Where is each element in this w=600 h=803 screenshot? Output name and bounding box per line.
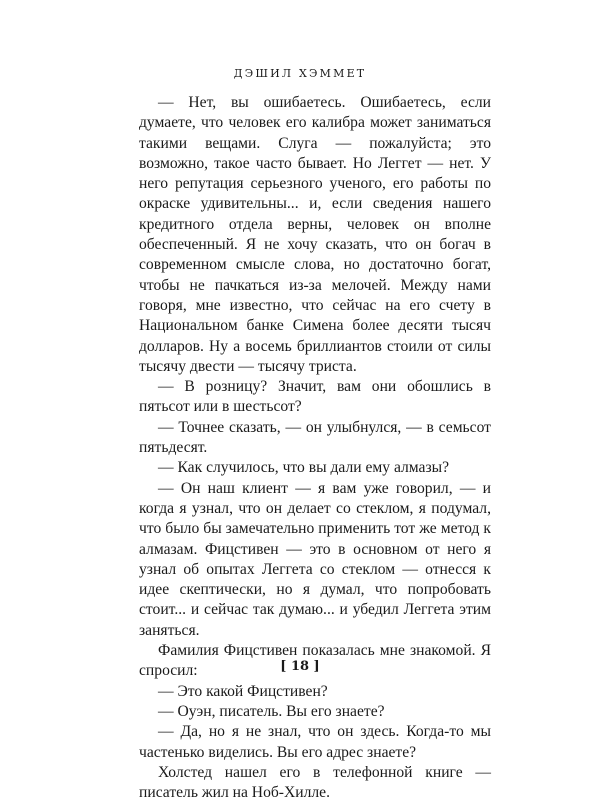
paragraph: — Как случилось, что вы дали ему алмазы? — [158, 459, 450, 477]
paragraph: Холстед нашел его в телефонной книге — писатель жил на Ноб-Хилле. — [139, 763, 491, 802]
paragraph: — Нет, вы ошибаетесь. Ошибаетесь, если думаете, что человек его калибра может заниматься такими вещами. Слуга — пожалуйста; это возможно, такое часто бывает. Но Леггет — нет. У него репутация серьезного ученого, его работы по окраске удивительны... и, если сведения нашего кредитного отдела верны, человек он вполне обеспеченный. Я не хочу сказать, что он богач в современном смысле слова, но достаточно богат, чтобы не пачкаться из-за мелочей. Между нами говоря, мне известно, что сейчас на его счету в Национальном банке Симена более десяти тысяч долларов. Ну а восемь бриллиантов стоили от силы тысячу двести — тысячу триста. — [139, 94, 491, 375]
paragraph: — Оуэн, писатель. Вы его знаете? — [158, 702, 385, 720]
body-text — [139, 93, 491, 803]
running-head-author: ДЭШИЛ ХЭММЕТ — [233, 67, 367, 80]
page-number: [ 18 ] — [280, 659, 320, 674]
paragraph: — Это какой Фицстивен? — [158, 682, 328, 700]
paragraph: Фамилия Фицстивен показалась мне знакомой. Я спросил: — [139, 642, 491, 680]
paragraph: — Он наш клиент — я вам уже говорил, — и когда я узнал, что он делает со стеклом, я подумал, что было бы замечательно применить тот же метод к алмазам. Фицстивен — это в основном от него я узнал об опытах Леггета со стеклом — отнесся к идее скептически, но я думал, что попробовать стоит... и сейчас так думаю... и убедил Леггета этим заняться. — [139, 479, 491, 639]
paragraph: — Точнее сказать, — он улыбнулся, — в семьсот пятьдесят. — [139, 418, 491, 457]
paragraph: — В розницу? Значит, вам они обошлись в пятьсот или в шестьсот? — [139, 378, 491, 416]
paragraph: — Да, но я не знал, что он здесь. Когда-то мы частенько виделись. Вы его адрес знаете? — [139, 723, 491, 761]
